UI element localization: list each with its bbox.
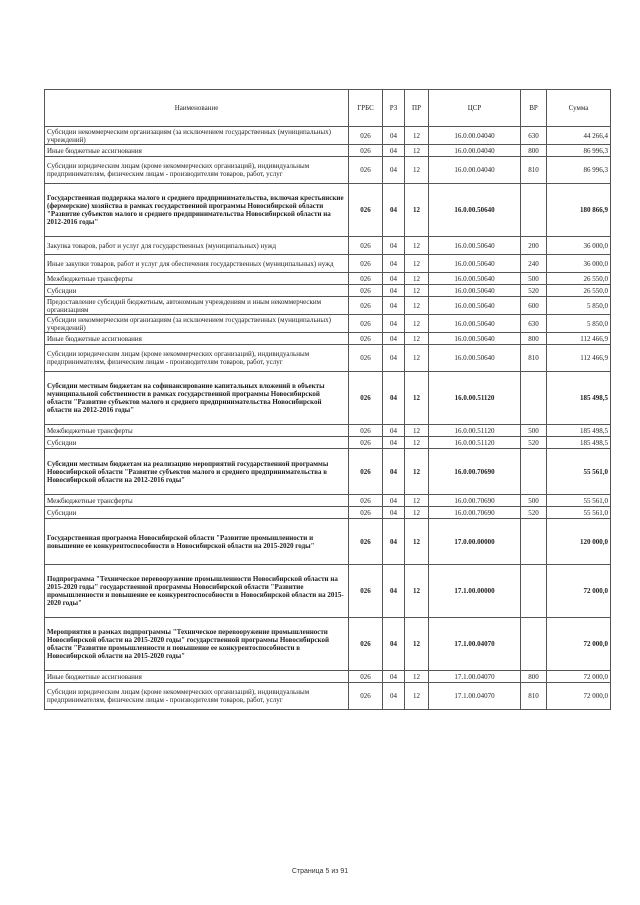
cell-rz: 04 bbox=[383, 345, 405, 372]
cell-pr: 12 bbox=[405, 495, 429, 507]
cell-vr: 800 bbox=[521, 671, 547, 683]
cell-vr: 600 bbox=[521, 297, 547, 315]
cell-sum: 55 561,0 bbox=[547, 495, 611, 507]
cell-sum: 120 000,0 bbox=[547, 519, 611, 565]
cell-name: Иные закупки товаров, работ и услуг для обеспечения государственных (муниципальных) нужд bbox=[45, 255, 349, 273]
cell-sum: 72 000,0 bbox=[547, 671, 611, 683]
cell-name: Субсидии некоммерческим организациям (за исключением государственных (муниципальных) учреждений) bbox=[45, 315, 349, 333]
cell-name: Субсидии юридическим лицам (кроме некоммерческих организаций), индивидуальным предпринимателям, физическим лицам - производителям товаров, работ, услуг bbox=[45, 157, 349, 184]
cell-vr: 800 bbox=[521, 333, 547, 345]
cell-csr: 16.0.00.51120 bbox=[429, 437, 521, 449]
cell-sum: 185 498,5 bbox=[547, 437, 611, 449]
cell-sum: 185 498,5 bbox=[547, 425, 611, 437]
cell-csr: 17.1.00.00000 bbox=[429, 565, 521, 618]
cell-name: Подпрограмма "Техническое перевооружение промышленности Новосибирской области на 2015-2020 годы" государственной программы Новосибирской области "Развитие промышленности и повышение ее конкурентоспособности в Новосибирской области на 2015-2020 годы" bbox=[45, 565, 349, 618]
table-row bbox=[45, 273, 611, 285]
cell-csr: 16.0.00.50640 bbox=[429, 237, 521, 255]
cell-csr: 16.0.00.04040 bbox=[429, 145, 521, 157]
cell-csr: 16.0.00.50640 bbox=[429, 333, 521, 345]
cell-csr: 16.0.00.50640 bbox=[429, 297, 521, 315]
cell-name: Субсидии местным бюджетам на софинансирование капитальных вложений в объекты муниципальной собственности в рамках государственной программы Новосибирской области "Развитие субъектов малого и среднего предпринимательства Новосибирской области на 2012-2016 годы" bbox=[45, 372, 349, 425]
table-row bbox=[45, 495, 611, 507]
cell-grbs: 026 bbox=[349, 145, 383, 157]
cell-rz: 04 bbox=[383, 437, 405, 449]
cell-pr: 12 bbox=[405, 507, 429, 519]
cell-rz: 04 bbox=[383, 372, 405, 425]
cell-pr: 12 bbox=[405, 449, 429, 495]
cell-pr: 12 bbox=[405, 618, 429, 671]
cell-grbs: 026 bbox=[349, 127, 383, 145]
table-row bbox=[45, 285, 611, 297]
cell-csr: 16.0.00.50640 bbox=[429, 315, 521, 333]
header-csr: ЦСР bbox=[429, 90, 521, 127]
cell-rz: 04 bbox=[383, 127, 405, 145]
cell-name: Государственная поддержка малого и среднего предпринимательства, включая крестьянские (фермерские) хозяйства в рамках государственной программы Новосибирской области "Развитие субъектов малого и среднего предпринимательства Новосибирской области на 2012-2016 годы" bbox=[45, 184, 349, 237]
table-row bbox=[45, 333, 611, 345]
cell-csr: 16.0.00.70690 bbox=[429, 495, 521, 507]
cell-vr: 500 bbox=[521, 425, 547, 437]
cell-vr bbox=[521, 184, 547, 237]
cell-csr: 16.0.00.51120 bbox=[429, 425, 521, 437]
cell-name: Субсидии bbox=[45, 437, 349, 449]
cell-name: Межбюджетные трансферты bbox=[45, 425, 349, 437]
cell-vr bbox=[521, 372, 547, 425]
cell-name: Иные бюджетные ассигнования bbox=[45, 333, 349, 345]
cell-csr: 17.1.00.04070 bbox=[429, 683, 521, 710]
cell-sum: 55 561,0 bbox=[547, 449, 611, 495]
cell-grbs: 026 bbox=[349, 273, 383, 285]
cell-grbs: 026 bbox=[349, 157, 383, 184]
cell-name: Межбюджетные трансферты bbox=[45, 273, 349, 285]
cell-grbs: 026 bbox=[349, 519, 383, 565]
cell-sum: 5 850,0 bbox=[547, 315, 611, 333]
table-row bbox=[45, 519, 611, 565]
cell-pr: 12 bbox=[405, 255, 429, 273]
cell-vr: 500 bbox=[521, 495, 547, 507]
cell-rz: 04 bbox=[383, 237, 405, 255]
table-row bbox=[45, 255, 611, 273]
cell-name: Предоставление субсидий бюджетным, автономным учреждениям и иным некоммерческим организациям bbox=[45, 297, 349, 315]
cell-vr: 810 bbox=[521, 157, 547, 184]
table-row bbox=[45, 297, 611, 315]
cell-name: Иные бюджетные ассигнования bbox=[45, 145, 349, 157]
cell-pr: 12 bbox=[405, 671, 429, 683]
cell-rz: 04 bbox=[383, 285, 405, 297]
cell-name: Мероприятия в рамках подпрограммы "Техническое перевооружение промышленности Новосибирской области на 2015-2020 годы" государственной программы Новосибирской области "Развитие промышленности и повышение ее конкурентоспособности в Новосибирской области на 2015-2020 годы" bbox=[45, 618, 349, 671]
table-row bbox=[45, 315, 611, 333]
cell-pr: 12 bbox=[405, 333, 429, 345]
table-row bbox=[45, 345, 611, 372]
cell-sum: 72 000,0 bbox=[547, 565, 611, 618]
cell-vr: 520 bbox=[521, 507, 547, 519]
cell-name: Государственная программа Новосибирской области "Развитие промышленности и повышение ее конкурентоспособности в Новосибирской области на 2015-2020 годы" bbox=[45, 519, 349, 565]
cell-pr: 12 bbox=[405, 127, 429, 145]
cell-rz: 04 bbox=[383, 157, 405, 184]
cell-pr: 12 bbox=[405, 145, 429, 157]
cell-sum: 72 000,0 bbox=[547, 618, 611, 671]
cell-grbs: 026 bbox=[349, 345, 383, 372]
cell-rz: 04 bbox=[383, 315, 405, 333]
cell-grbs: 026 bbox=[349, 565, 383, 618]
cell-rz: 04 bbox=[383, 671, 405, 683]
cell-pr: 12 bbox=[405, 315, 429, 333]
cell-vr: 520 bbox=[521, 285, 547, 297]
cell-name: Субсидии некоммерческим организациям (за исключением государственных (муниципальных) учреждений) bbox=[45, 127, 349, 145]
cell-vr bbox=[521, 449, 547, 495]
cell-pr: 12 bbox=[405, 425, 429, 437]
cell-sum: 86 996,3 bbox=[547, 145, 611, 157]
header-sum: Сумма bbox=[547, 90, 611, 127]
table-row bbox=[45, 507, 611, 519]
table-row bbox=[45, 425, 611, 437]
cell-rz: 04 bbox=[383, 565, 405, 618]
cell-name: Иные бюджетные ассигнования bbox=[45, 671, 349, 683]
cell-rz: 04 bbox=[383, 425, 405, 437]
cell-vr: 520 bbox=[521, 437, 547, 449]
cell-rz: 04 bbox=[383, 495, 405, 507]
table-row bbox=[45, 372, 611, 425]
cell-sum: 180 866,9 bbox=[547, 184, 611, 237]
table-row bbox=[45, 184, 611, 237]
cell-csr: 17.1.00.04070 bbox=[429, 671, 521, 683]
cell-rz: 04 bbox=[383, 449, 405, 495]
cell-grbs: 026 bbox=[349, 671, 383, 683]
cell-grbs: 026 bbox=[349, 449, 383, 495]
cell-sum: 112 466,9 bbox=[547, 333, 611, 345]
cell-vr: 810 bbox=[521, 683, 547, 710]
cell-grbs: 026 bbox=[349, 315, 383, 333]
cell-grbs: 026 bbox=[349, 507, 383, 519]
cell-sum: 44 266,4 bbox=[547, 127, 611, 145]
cell-pr: 12 bbox=[405, 237, 429, 255]
cell-rz: 04 bbox=[383, 519, 405, 565]
cell-name: Субсидии юридическим лицам (кроме некоммерческих организаций), индивидуальным предпринимателям, физическим лицам - производителям товаров, работ, услуг bbox=[45, 345, 349, 372]
cell-sum: 36 000,0 bbox=[547, 237, 611, 255]
cell-rz: 04 bbox=[383, 618, 405, 671]
cell-grbs: 026 bbox=[349, 425, 383, 437]
budget-table-sheet bbox=[44, 89, 610, 710]
table-row bbox=[45, 437, 611, 449]
cell-rz: 04 bbox=[383, 297, 405, 315]
cell-csr: 16.0.00.50640 bbox=[429, 285, 521, 297]
cell-sum: 26 550,0 bbox=[547, 285, 611, 297]
cell-vr: 800 bbox=[521, 145, 547, 157]
header-grbs: ГРБС bbox=[349, 90, 383, 127]
cell-csr: 16.0.00.70690 bbox=[429, 449, 521, 495]
table-row bbox=[45, 671, 611, 683]
cell-name: Закупка товаров, работ и услуг для государственных (муниципальных) нужд bbox=[45, 237, 349, 255]
table-row bbox=[45, 683, 611, 710]
table-row bbox=[45, 127, 611, 145]
cell-vr: 500 bbox=[521, 273, 547, 285]
cell-csr: 16.0.00.04040 bbox=[429, 127, 521, 145]
cell-grbs: 026 bbox=[349, 372, 383, 425]
cell-pr: 12 bbox=[405, 157, 429, 184]
cell-sum: 112 466,9 bbox=[547, 345, 611, 372]
cell-pr: 12 bbox=[405, 184, 429, 237]
cell-grbs: 026 bbox=[349, 184, 383, 237]
cell-sum: 5 850,0 bbox=[547, 297, 611, 315]
cell-pr: 12 bbox=[405, 285, 429, 297]
header-vr: ВР bbox=[521, 90, 547, 127]
cell-sum: 55 561,0 bbox=[547, 507, 611, 519]
cell-csr: 16.0.00.04040 bbox=[429, 157, 521, 184]
cell-rz: 04 bbox=[383, 255, 405, 273]
cell-rz: 04 bbox=[383, 273, 405, 285]
cell-rz: 04 bbox=[383, 333, 405, 345]
cell-pr: 12 bbox=[405, 683, 429, 710]
cell-pr: 12 bbox=[405, 345, 429, 372]
table-row bbox=[45, 449, 611, 495]
cell-vr: 200 bbox=[521, 237, 547, 255]
cell-csr: 16.0.00.50640 bbox=[429, 184, 521, 237]
cell-grbs: 026 bbox=[349, 297, 383, 315]
table-row bbox=[45, 157, 611, 184]
cell-csr: 17.1.00.04070 bbox=[429, 618, 521, 671]
cell-rz: 04 bbox=[383, 145, 405, 157]
cell-vr bbox=[521, 618, 547, 671]
cell-pr: 12 bbox=[405, 437, 429, 449]
cell-vr: 810 bbox=[521, 345, 547, 372]
table-body bbox=[45, 127, 611, 710]
header-name: Наименование bbox=[45, 90, 349, 127]
table-row bbox=[45, 145, 611, 157]
cell-csr: 16.0.00.70690 bbox=[429, 507, 521, 519]
cell-grbs: 026 bbox=[349, 333, 383, 345]
cell-pr: 12 bbox=[405, 297, 429, 315]
cell-rz: 04 bbox=[383, 184, 405, 237]
cell-grbs: 026 bbox=[349, 237, 383, 255]
header-pr: ПР bbox=[405, 90, 429, 127]
cell-name: Субсидии bbox=[45, 285, 349, 297]
cell-name: Субсидии юридическим лицам (кроме некоммерческих организаций), индивидуальным предпринимателям, физическим лицам - производителям товаров, работ, услуг bbox=[45, 683, 349, 710]
cell-csr: 17.0.00.00000 bbox=[429, 519, 521, 565]
cell-rz: 04 bbox=[383, 507, 405, 519]
cell-csr: 16.0.00.50640 bbox=[429, 345, 521, 372]
cell-csr: 16.0.00.50640 bbox=[429, 273, 521, 285]
cell-vr: 630 bbox=[521, 315, 547, 333]
cell-vr bbox=[521, 519, 547, 565]
cell-pr: 12 bbox=[405, 372, 429, 425]
cell-grbs: 026 bbox=[349, 437, 383, 449]
cell-sum: 86 996,3 bbox=[547, 157, 611, 184]
cell-vr: 630 bbox=[521, 127, 547, 145]
cell-grbs: 026 bbox=[349, 683, 383, 710]
cell-pr: 12 bbox=[405, 273, 429, 285]
cell-sum: 185 498,5 bbox=[547, 372, 611, 425]
cell-sum: 72 000,0 bbox=[547, 683, 611, 710]
cell-grbs: 026 bbox=[349, 255, 383, 273]
cell-name: Межбюджетные трансферты bbox=[45, 495, 349, 507]
table-header-row bbox=[45, 90, 611, 127]
cell-grbs: 026 bbox=[349, 495, 383, 507]
cell-sum: 36 000,0 bbox=[547, 255, 611, 273]
cell-pr: 12 bbox=[405, 519, 429, 565]
cell-vr bbox=[521, 565, 547, 618]
cell-name: Субсидии местным бюджетам на реализацию мероприятий государственной программы Новосибирской области "Развитие субъектов малого и среднего предпринимательства в Новосибирской области на 2012-2016 годы" bbox=[45, 449, 349, 495]
header-rz: РЗ bbox=[383, 90, 405, 127]
cell-vr: 240 bbox=[521, 255, 547, 273]
cell-rz: 04 bbox=[383, 683, 405, 710]
cell-csr: 16.0.00.51120 bbox=[429, 372, 521, 425]
page-number: Страница 5 из 91 bbox=[291, 868, 349, 875]
cell-csr: 16.0.00.50640 bbox=[429, 255, 521, 273]
cell-pr: 12 bbox=[405, 565, 429, 618]
cell-sum: 26 550,0 bbox=[547, 273, 611, 285]
table-row bbox=[45, 237, 611, 255]
budget-table bbox=[44, 89, 611, 710]
cell-name: Субсидии bbox=[45, 507, 349, 519]
table-row bbox=[45, 565, 611, 618]
cell-grbs: 026 bbox=[349, 618, 383, 671]
cell-grbs: 026 bbox=[349, 285, 383, 297]
table-row bbox=[45, 618, 611, 671]
